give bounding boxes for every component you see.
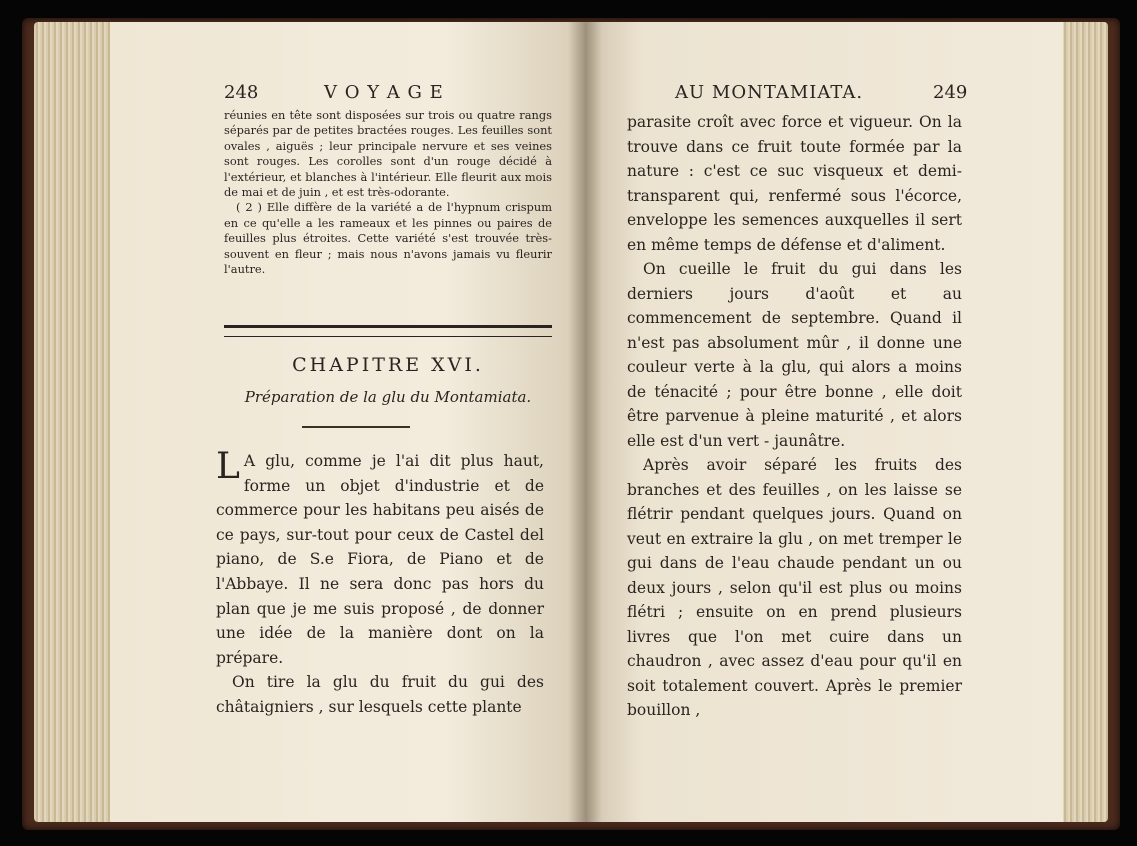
- right-page-number: 249: [933, 82, 968, 103]
- chapter-subtitle: Préparation de la glu du Montamiata.: [244, 388, 532, 406]
- right-body-paragraph-3: Après avoir séparé les fruits des branches et des feuilles , on les laisse se flétrir pendant quelques jours. Quand on veut en extraire la glu , on met tremper le gui dans de l'eau chaude pendant un ou deux jours , selon qu'il est plus ou moins flétri ; ensuite on en prend plusieurs livres que l'on met cuire dans un chaudron , avec assez d'eau pour qu'il en soit totalement couvert. Après le premier bouillon ,: [627, 456, 962, 719]
- right-body-text: [627, 110, 962, 723]
- chapter-divider: [224, 325, 552, 337]
- footnote-paragraph-1: réunies en tête sont disposées sur trois ou quatre rangs séparés par de petites bractées rouges. Les feuilles sont ovales , aiguës ; leur principale nervure et ses veines sont rouges. Les corolles sont d'un rouge décidé à l'extérieur, et blanches à l'intérieur. Elle fleurit aux mois de mai et de juin , et est très-odorante.: [224, 108, 552, 200]
- footnote-paragraph-2: ( 2 ) Elle diffère de la variété a de l'hypnum crispum en ce qu'elle a les rameaux et les pinnes ou paires de feuilles plus étroites. Cette variété s'est trouvée très-souvent en fleur ; mais nous n'avons jamais vu fleurir l'autre.: [224, 200, 552, 277]
- right-body-paragraph-1: parasite croît avec force et vigueur. On la trouve dans ce fruit toute formée par la nature : c'est ce suc visqueux et demi-transparent qui, renfermé sous l'écorce, enveloppe les semences auxquelles il sert en même temps de défense et d'aliment.: [627, 113, 962, 254]
- right-page: [585, 22, 1063, 822]
- left-page-number: 248: [224, 82, 259, 103]
- book-gutter: [568, 22, 602, 822]
- left-body-paragraph-1-text: A glu, comme je l'ai dit plus haut, forme un objet d'industrie et de commerce pour les habitans peu aisés de ce pays, sur-tout pour ceux de Castel del piano, de S.e Fiora, de Piano et de l'Abbaye. Il ne sera donc pas hors du plan que je me suis proposé , de donner une idée de la manière dont on la prépare.: [216, 452, 544, 667]
- right-body-paragraph-2: On cueille le fruit du gui dans les derniers jours d'août et au commencement de septembre. Quand il n'est pas absolument mûr , il donne une couleur verte à la glu, qui alors a moins de ténacité ; pour être bonne , elle doit être parvenue à pleine maturité , et alors elle est d'un vert - jaunâtre.: [627, 260, 962, 450]
- chapter-title: CHAPITRE XVI.: [292, 354, 484, 376]
- right-running-head: AU MONTAMIATA.: [675, 82, 864, 103]
- left-body-text: [216, 446, 544, 720]
- left-body-paragraph-2: On tire la glu du fruit du gui des châtaigniers , sur lesquels cette plante: [216, 673, 544, 716]
- drop-cap: L: [216, 446, 240, 487]
- left-page: [110, 22, 588, 822]
- left-body-paragraph-1: [216, 446, 544, 670]
- left-running-head: V O Y A G E: [324, 82, 444, 103]
- subtitle-rule: [302, 426, 410, 428]
- footnote-block: [224, 108, 552, 277]
